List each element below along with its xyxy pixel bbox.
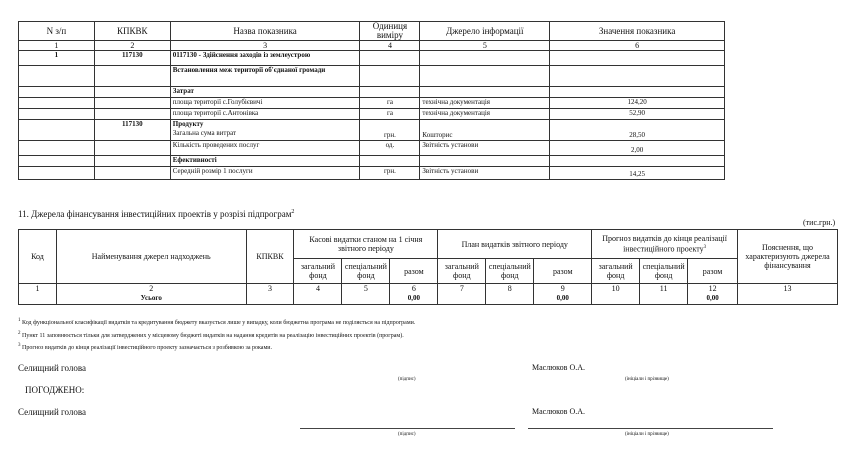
category-product: Продукту [172,120,204,128]
table-row [19,98,725,109]
subheader-cell: разом [534,259,592,284]
column-number: 3 [246,284,294,305]
table-row [19,66,725,87]
performance-indicators-table [18,21,725,180]
indicator-unit: грн. [360,167,420,180]
indicator-source: технічна документація [420,109,550,120]
subheader-cell: разом [390,259,438,284]
indicator-unit: га [360,98,420,109]
header-cell: Найменування джерел надходжень [56,230,246,284]
subheader-cell: спеціальний фонд [486,259,534,284]
initials-caption: (ініціали і прізвище) [625,377,669,382]
indicator-unit: од. [360,141,420,156]
signature-line [300,428,515,429]
signature-caption: (підпис) [398,432,416,437]
unit-label: (тис.грн.) [803,218,836,227]
column-number: 10 [592,284,640,305]
column-number: 7 [438,284,486,305]
column-number: 13 [738,284,838,305]
subheader-cell: разом [688,259,738,284]
indicator-value: 2,00 [550,141,725,156]
section-title: 11. Джерела фінансування інвестиційних проектів у розрізі підпрограм$^2$ [18,209,295,219]
table-header-row [19,230,838,259]
header-cell: Пояснення, що характеризують джерела фінансування [738,230,838,284]
agreed-label: ПОГОДЖЕНО: [25,385,85,395]
column-number: 11 [640,284,688,305]
indicator-name: Середній розмір 1 послуги [170,167,360,180]
indicator-source: Звітність установи [420,141,550,156]
indicator-unit: га [360,109,420,120]
header-cell: N з/п [19,22,95,41]
indicator-value: 28,50 [550,120,725,141]
indicator-name-cell [170,120,360,141]
indicator-value: 124,20 [550,98,725,109]
indicator-source: Кошторис [420,120,550,141]
signatory-role-2: Селищний голова [18,407,87,417]
indicator-source: Звітність установи [420,167,550,180]
header-cell: Одиниця виміру [360,22,420,41]
header-cell: Джерело інформації [420,22,550,41]
indicator-source: технічна документація [420,98,550,109]
table-row [19,156,725,167]
column-number: 1 [19,41,95,51]
header-cell: План видатків звітного періоду [438,230,592,259]
program-name: 0117130 - Здійснення заходів із землеустрою [170,51,360,66]
column-number: 5 [342,284,390,305]
subheader-cell: загальний фонд [592,259,640,284]
indicator-name: площа території с.Голубієвичі [170,98,360,109]
row-kpkvk: 117130 [94,51,170,66]
row-kpkvk: 117130 [94,120,170,141]
indicator-value: 14,25 [550,167,725,180]
column-number: 3 [170,41,360,51]
financing-sources-table [18,229,838,305]
table-row [19,141,725,156]
signatory-name-2: Маслюков О.А. [532,407,585,416]
column-number: 2 [94,41,170,51]
table-row [19,109,725,120]
indicator-name: Загальна сума витрат [172,129,237,137]
subheader-cell: загальний фонд [438,259,486,284]
initials-caption: (ініціали і прізвище) [625,432,669,437]
header-cell: КПКВК [94,22,170,41]
table-row: 1 2 Усього 3 4 5 6 0,00 7 8 9 0,00 10 11 12 0,00 13 [19,284,838,305]
header-cell: Прогноз видатків до кінця реалізації інвестиційного проекту$^3$ [592,230,738,259]
footnote-3: $^3$ Прогноз видатків до кінця реалізації інвестиційного проекту зазначається з розбивкою за роками. [18,343,272,351]
subheader-cell: спеціальний фонд [640,259,688,284]
table-row [19,120,725,141]
category-cost: Затрат [170,87,360,98]
total-cell: 2 Усього [56,284,246,305]
column-number-row [19,41,725,51]
total-value: 0,00 [407,294,420,302]
table-row [19,167,725,180]
column-number: 4 [360,41,420,51]
header-cell: Назва показника [170,22,360,41]
indicator-name: площа території с.Антонівка [170,109,360,120]
header-cell: Значення показника [550,22,725,41]
total-label: Усього [140,294,162,302]
column-number: 6 [550,41,725,51]
indicator-value: 52,90 [550,109,725,120]
subheader-cell: загальний фонд [294,259,342,284]
initials-line [528,428,773,429]
column-number: 5 [420,41,550,51]
signatory-name-1: Маслюков О.А. [532,363,585,372]
indicator-unit: грн. [360,120,420,141]
row-number: 1 [19,51,95,66]
signature-caption: (підпис) [398,377,416,382]
total-value: 0,00 [556,294,569,302]
task-name: Встановлення меж території об'єднаної громади [170,66,360,87]
table-row [19,87,725,98]
signatory-role-1: Селищний голова [18,363,87,373]
table-header-row [19,22,725,41]
header-cell: КПКВК [246,230,294,284]
column-number: 8 [486,284,534,305]
header-cell: Код [19,230,57,284]
footnote-2: $^2$ Пункт 11 заповнюється тільки для затверджених у місцевому бюджеті видатків на надання кредитів на реалізацію інвестиційних проектів (програм). [18,331,404,339]
total-value: 0,00 [706,294,719,302]
column-number: 1 [19,284,57,305]
footnote-1: $^1$ Код функціональної класифікації видатків та кредитування бюджету вказується лише у випадку, коли бюджетна програма не поділяється на підпрограми. [18,318,416,326]
category-efficiency: Ефективності [170,156,360,167]
indicator-name: Кількість проведених послуг [170,141,360,156]
table-row [19,51,725,66]
subheader-cell: спеціальний фонд [342,259,390,284]
header-cell: Касові видатки станом на 1 січня звітного періоду [294,230,438,259]
column-number: 4 [294,284,342,305]
